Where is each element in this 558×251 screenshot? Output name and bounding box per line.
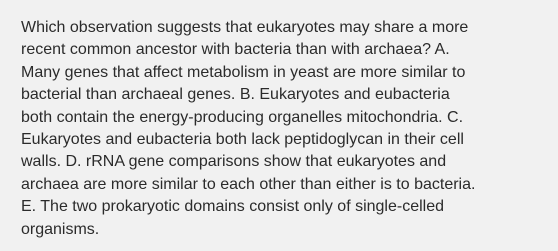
question-line: Which observation suggests that eukaryotes may share a more — [21, 19, 469, 36]
question-line: bacterial than archaeal genes. B. Eukaryotes and eubacteria — [21, 86, 450, 104]
question-line: recent common ancestor with bacteria than with archaea? A. — [21, 41, 450, 59]
question-line: E. The two prokaryotic domains consist only of single-celled — [21, 198, 445, 216]
question-line: organisms. — [21, 220, 100, 238]
question-line: walls. D. rRNA gene comparisons show that eukaryotes and — [21, 153, 447, 171]
question-line: archaea are more similar to each other than either is to bacteria. — [21, 175, 476, 193]
question-text — [21, 17, 538, 241]
question-line: Eukaryotes and eubacteria both lack peptidoglycan in their cell — [21, 131, 464, 149]
question-line: both contain the energy-producing organelles mitochondria. C. — [21, 108, 464, 126]
question-line: Many genes that affect metabolism in yeast are more similar to — [21, 63, 466, 81]
